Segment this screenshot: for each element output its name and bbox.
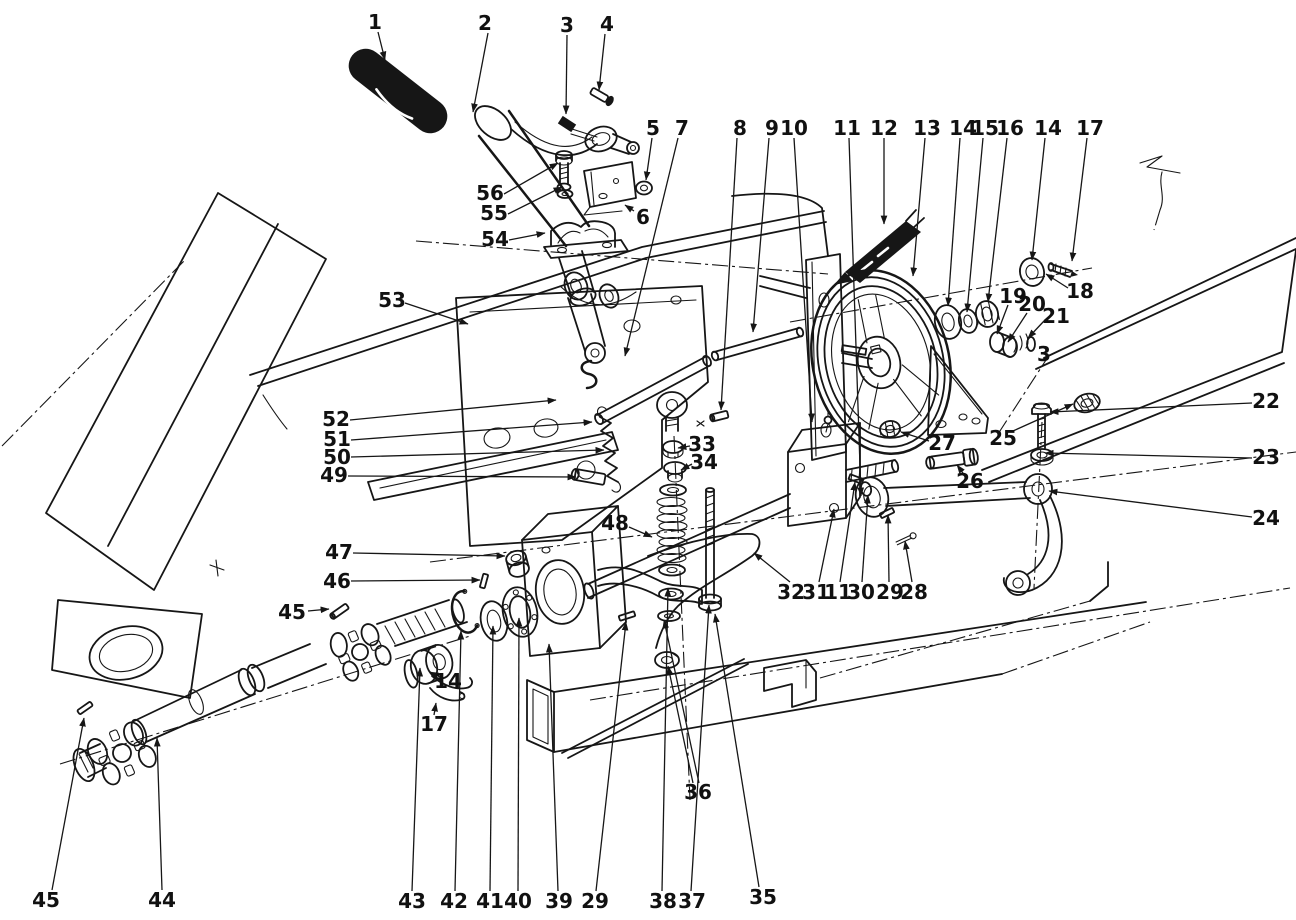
leader-line-47 [353,553,505,556]
leader-line-41 [490,626,493,891]
callout-40: 40 [504,889,532,913]
deck-panel [982,238,1296,482]
leader-line-51 [351,422,592,440]
u-joint-mid [323,615,394,685]
leader-line-2 [473,33,488,112]
leader-line-29b [596,622,626,891]
callout-42: 42 [440,889,468,913]
callout-53: 53 [378,288,406,312]
input-shaft [377,598,467,646]
leader-line-5 [646,138,652,180]
brake-rod [593,327,804,426]
callout-29b: 29 [581,889,609,913]
leader-line-50 [351,450,604,457]
leader-line-43 [412,668,420,891]
callout-3deck: 3 [1037,342,1051,366]
leader-line-38 [662,588,668,891]
callout-10: 10 [780,116,808,140]
leader-line-37 [691,605,709,891]
callout-1: 1 [368,10,382,34]
leader-line-15 [967,138,983,312]
leader-line-55 [508,187,562,214]
leader-line-45b [52,718,84,890]
callout-44: 44 [148,888,176,912]
leader-line-19 [997,305,1008,334]
callout-56: 56 [476,181,504,205]
callout-17a: 17 [1076,116,1104,140]
callout-39: 39 [545,889,573,913]
woodruff-key [849,474,864,483]
callout-33: 33 [688,432,716,456]
leader-line-46 [351,580,480,581]
chassis-frame [2,156,1296,758]
callout-43: 43 [398,889,426,913]
callout-28: 28 [900,580,928,604]
callout-32: 32 [777,580,805,604]
pivot-bushing [505,549,531,579]
leader-line-9 [753,138,769,332]
callout-35: 35 [749,885,777,909]
leader-line-44 [157,738,162,890]
console-panel [46,193,326,590]
leader-line-6 [625,205,634,211]
callout-14b: 14 [1034,116,1062,140]
callout-50: 50 [323,445,351,469]
callout-12: 12 [870,116,898,140]
callout-25: 25 [989,426,1017,450]
leader-line-3 [566,35,567,114]
callout-7: 7 [675,116,689,140]
roll-pin [880,508,895,518]
callout-34: 34 [690,450,718,474]
lever-bolt [589,86,616,108]
callout-30: 30 [847,580,875,604]
callout-24: 24 [1252,506,1280,530]
hex-nut [974,299,1001,329]
leader-line-8 [721,138,737,410]
pulley-group [760,210,988,469]
callout-13: 13 [913,116,941,140]
callout-54: 54 [481,227,509,251]
callout-6: 6 [636,205,650,229]
callout-41: 41 [476,889,504,913]
grease-fitting [825,417,832,424]
callout-16: 16 [996,116,1024,140]
leader-line-16 [988,138,1007,302]
callout-9: 9 [765,116,779,140]
callout-48: 48 [601,511,629,535]
callout-45b: 45 [32,888,60,912]
leader-line-39 [549,644,558,891]
leader-line-14b [1032,138,1045,260]
callout-20: 20 [1018,292,1046,316]
driveline [69,603,394,789]
callout-8: 8 [733,116,747,140]
spring-pin [619,611,636,621]
callout-3: 3 [560,13,574,37]
callout-38: 38 [649,889,677,913]
brake-spring [834,210,924,285]
callout-labels [32,10,1280,913]
center-lines [60,268,1296,800]
leader-line-28 [905,541,912,582]
leader-line-10 [794,138,812,422]
jam-nut [663,441,683,458]
leader-line-13 [913,138,925,276]
lever-grip [342,42,454,140]
leader-line-11b [840,482,855,582]
shear-pin-mid [329,603,349,619]
s-hook [582,361,597,388]
leader-line-14a [948,138,960,306]
callout-11b: 11 [824,580,852,604]
callout-22: 22 [1252,389,1280,413]
cotter-pin [895,532,917,546]
callout-15: 15 [971,116,999,140]
leader-line-36-1 [664,620,699,783]
shoulder-bolt [1032,403,1051,448]
leader-line-40 [518,618,519,891]
callout-19: 19 [999,284,1027,308]
callout-26: 26 [956,469,984,493]
shear-pin-front [77,701,93,714]
callout-2: 2 [478,11,492,35]
leader-line-24 [1049,491,1252,517]
control-cable [648,534,760,648]
leader-line-25 [1013,404,1073,431]
callout-46: 46 [323,569,351,593]
callout-49: 49 [320,463,348,487]
callout-14c: 14 [434,669,462,693]
leader-line-29a [888,515,889,582]
callout-55: 55 [480,201,508,225]
callout-27: 27 [928,431,956,455]
callout-18: 18 [1066,279,1094,303]
leader-line-30 [862,495,868,582]
callout-4: 4 [600,12,614,36]
leader-line-20 [1008,313,1027,342]
clamp-bolt [556,151,573,198]
leader-line-45a [308,609,329,611]
leader-line-49 [348,476,576,477]
u-joint-front [84,718,160,789]
callout-31: 31 [802,580,830,604]
leader-lines [52,32,1252,891]
leader-line-54 [509,233,545,240]
rod-pin [709,411,728,422]
callout-5: 5 [646,116,660,140]
callout-11a: 11 [833,116,861,140]
lever-tube [479,111,589,246]
leader-line-32 [754,553,790,582]
lever-pivot-hub [582,123,639,156]
callout-47: 47 [325,540,353,564]
callout-29a: 29 [876,580,904,604]
dowel-pin [480,574,488,589]
hand-lever-assembly [342,42,652,492]
set-screw [1049,263,1079,277]
axle-bracket [52,600,202,698]
callout-36: 36 [684,780,712,804]
leader-line-4 [599,34,605,90]
leader-line-35 [715,614,759,887]
callout-14a: 14 [949,116,977,140]
callout-21: 21 [1042,304,1070,328]
drive-shaft-tube [129,644,326,746]
flange-nut [636,182,652,195]
leader-line-48 [629,527,652,537]
leader-line-52 [350,400,556,420]
bearing-block [788,423,860,526]
callout-45a: 45 [278,600,306,624]
callout-17b: 17 [420,712,448,736]
callout-52: 52 [322,407,350,431]
callout-23: 23 [1252,445,1280,469]
callout-37: 37 [678,889,706,913]
leader-line-17a [1072,138,1087,261]
callout-51: 51 [323,427,351,451]
clevis-pin [571,468,606,485]
leader-line-23 [1045,453,1252,458]
leader-line-36 [668,666,693,783]
